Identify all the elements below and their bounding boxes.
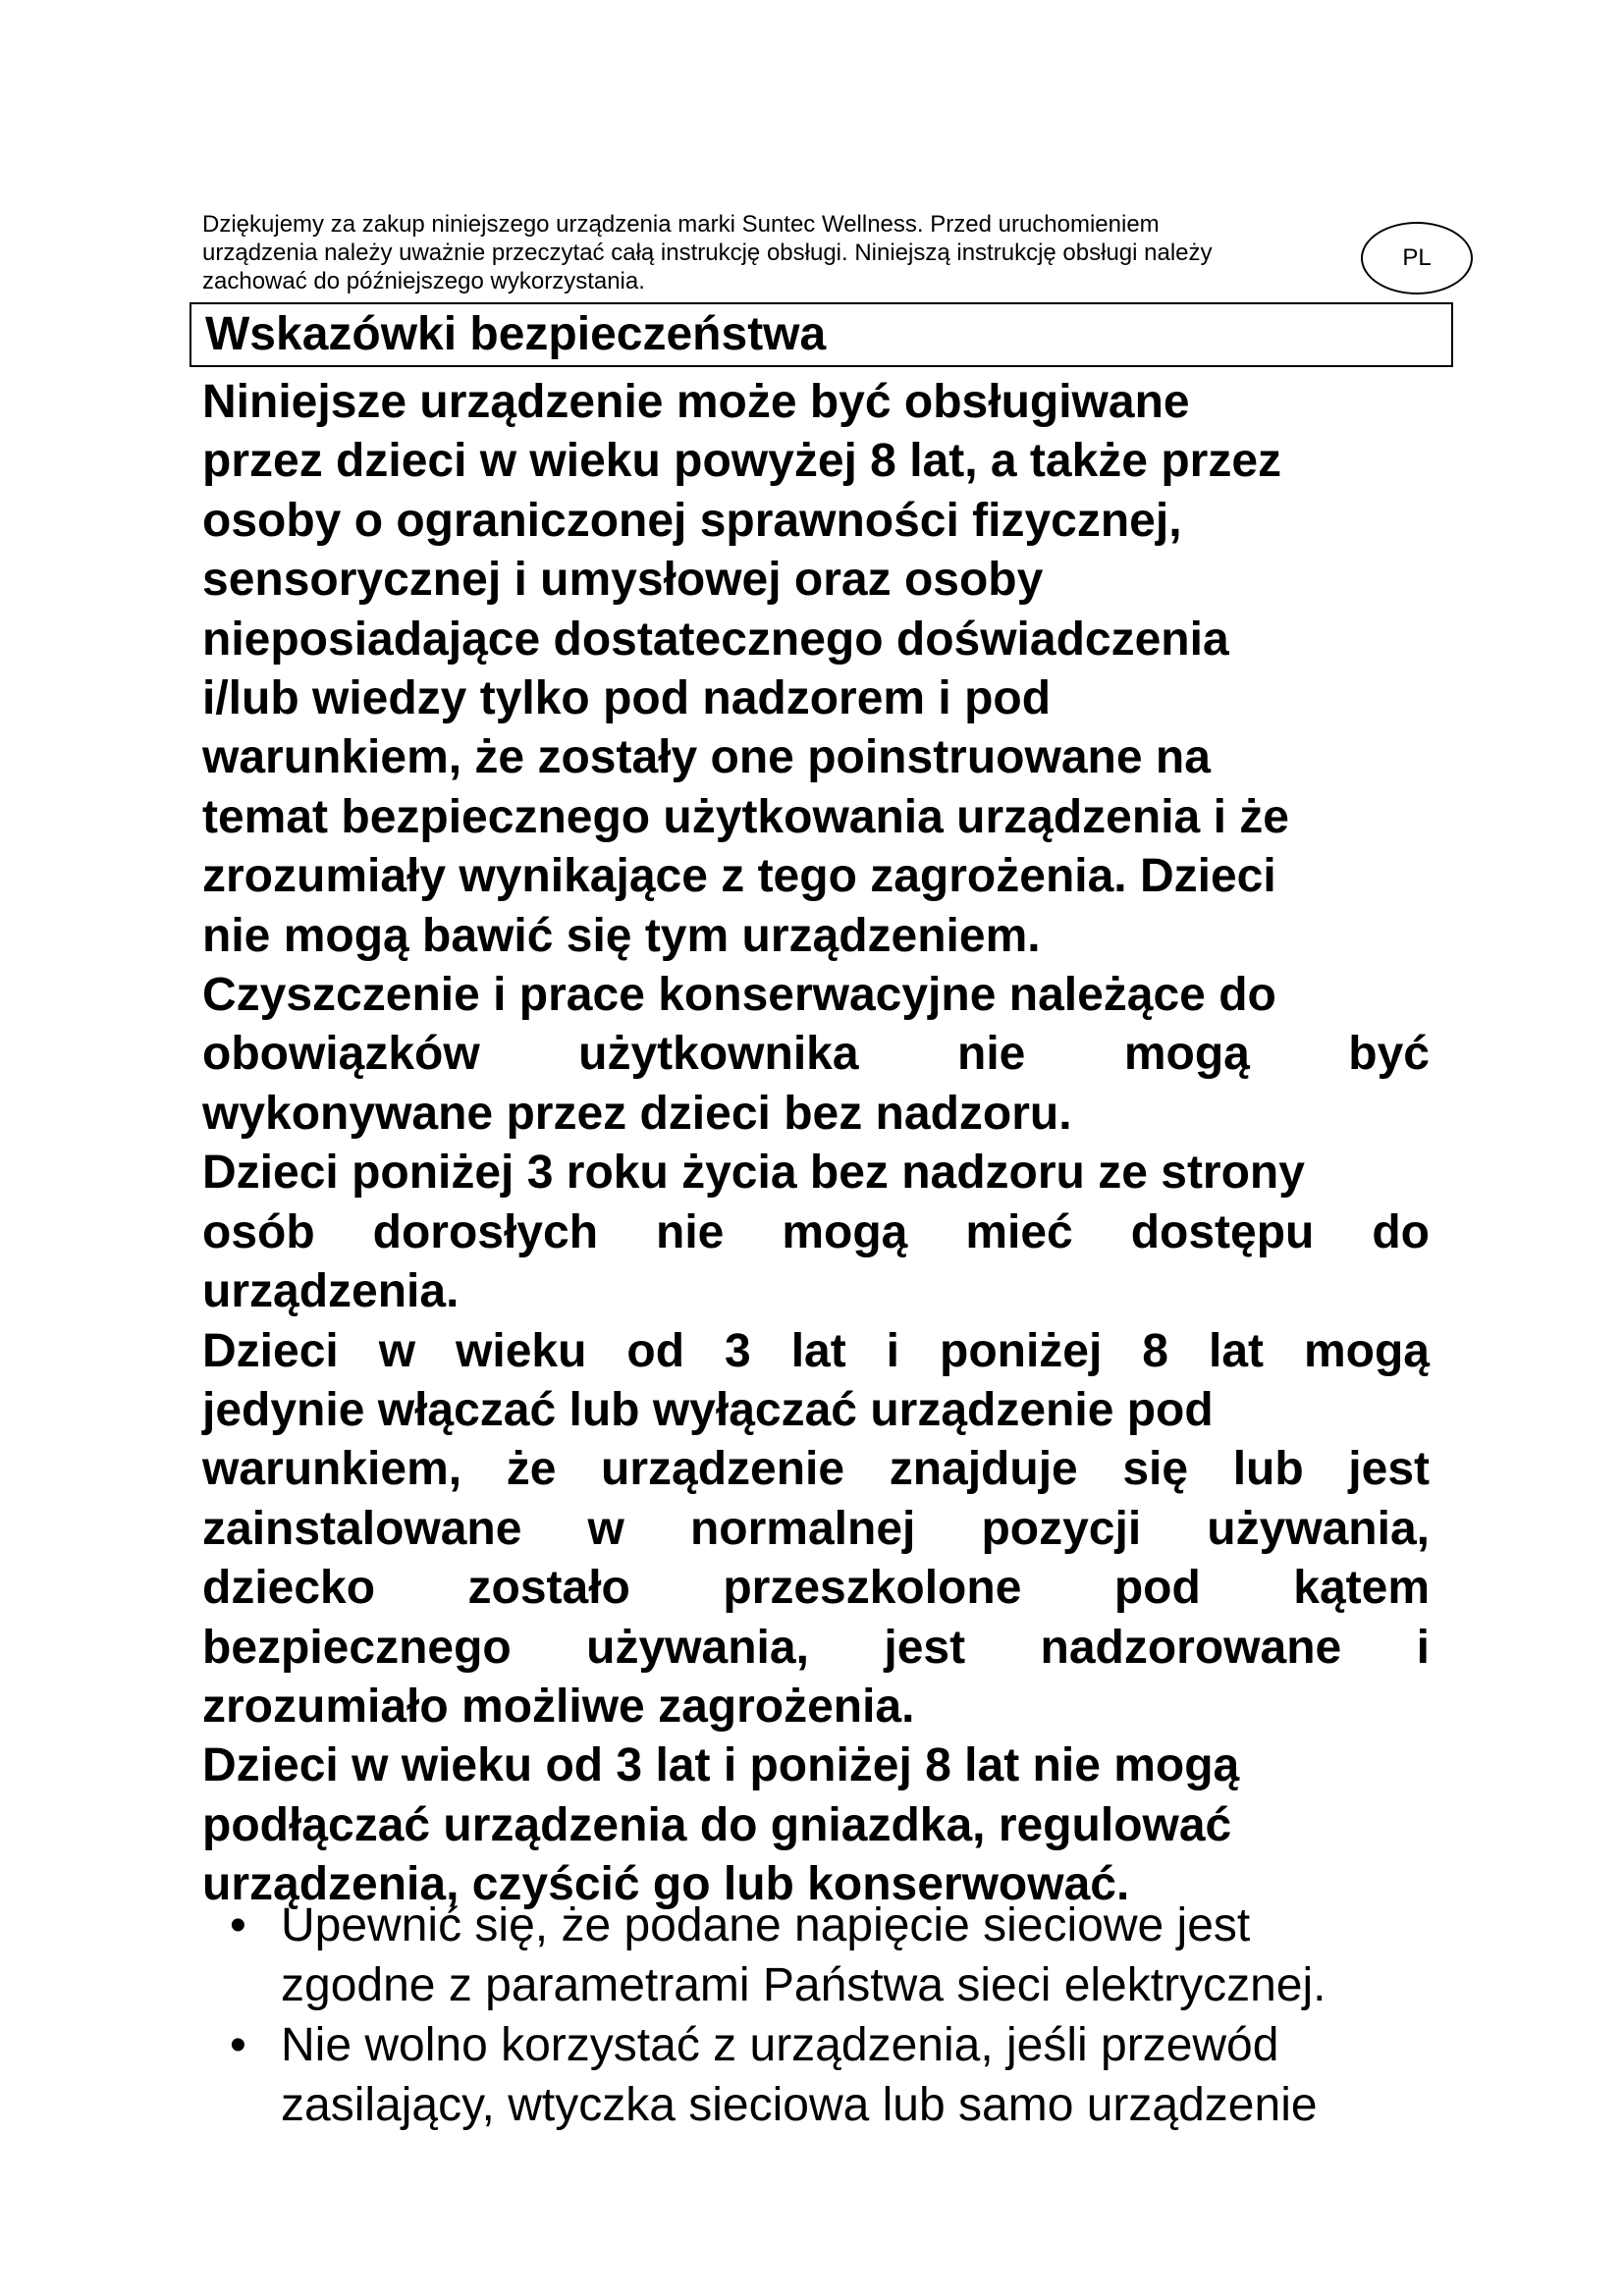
warning-line: osoby o ograniczonej sprawności fizycznej, (202, 494, 1182, 547)
list-item (226, 1896, 1453, 2015)
list-item (226, 2015, 1453, 2135)
intro-text (202, 210, 1331, 295)
safety-bullet-list (226, 1896, 1453, 2135)
warning-line: Czyszczenie i prace konserwacyjne należące do (202, 969, 1276, 1022)
warning-line: wykonywane przez dzieci bez nadzoru. (202, 1087, 1072, 1140)
intro-line: urządzenia należy uważnie przeczytać całą instrukcję obsługi. Niniejszą instrukcję obsługi należy (202, 240, 1213, 266)
warning-line: warunkiem, że zostały one poinstruowane na (202, 731, 1211, 784)
language-badge: PL (1361, 222, 1473, 294)
warning-line: przez dzieci w wieku powyżej 8 lat, a także przez (202, 435, 1282, 488)
warning-line: nie mogą bawić się tym urządzeniem. (202, 909, 1041, 962)
warning-line: urządzenia. (202, 1265, 460, 1318)
warning-line: Dzieci w wieku od 3 lat i poniżej 8 lat mogą (202, 1324, 1430, 1377)
warning-line: podłączać urządzenia do gniazdka, regulować (202, 1798, 1232, 1851)
warning-line: Dzieci w wieku od 3 lat i poniżej 8 lat nie mogą (202, 1739, 1240, 1792)
warning-line: warunkiem, że urządzenie znajduje się lub jest (202, 1443, 1430, 1496)
bullet-line: • Upewnić się, że podane napięcie sieciowe jest (281, 1899, 1251, 1951)
section-title: Wskazówki bezpieczeństwa (189, 302, 1453, 367)
warning-line: Dzieci poniżej 3 roku życia bez nadzoru ze strony (202, 1147, 1305, 1200)
bullet-line: • Nie wolno korzystać z urządzenia, jeśli przewód (281, 2019, 1279, 2071)
intro-line: Dziękujemy za zakup niniejszego urządzenia marki Suntec Wellness. Przed uruchomieniem (202, 211, 1160, 238)
warning-line: zrozumiało możliwe zagrożenia. (202, 1680, 915, 1733)
warning-line: osób dorosłych nie mogą mieć dostępu do (202, 1205, 1430, 1258)
warning-line: i/lub wiedzy tylko pod nadzorem i pod (202, 672, 1052, 725)
warning-line: obowiązków użytkownika nie mogą być (202, 1028, 1430, 1081)
warning-line: zainstalowane w normalnej pozycji używania, (202, 1502, 1430, 1555)
warning-line: bezpiecznego używania, jest nadzorowane i (202, 1621, 1430, 1674)
warning-line: Niniejsze urządzenie może być obsługiwane (202, 376, 1190, 428)
intro-line: zachować do późniejszego wykorzystania. (202, 268, 645, 294)
warning-line: urządzenia, czyścić go lub konserwować. (202, 1858, 1130, 1911)
warning-line: dziecko zostało przeszkolone pod kątem (202, 1562, 1430, 1615)
bullet-line: zgodne z parametrami Państwa sieci elektrycznej. (281, 1959, 1326, 2011)
bullet-line: zasilający, wtyczka sieciowa lub samo urządzenie (281, 2079, 1318, 2131)
warning-line: nieposiadające dostatecznego doświadczenia (202, 613, 1229, 666)
safety-warning-text (202, 373, 1469, 1915)
warning-line: temat bezpiecznego użytkowania urządzenia i że (202, 790, 1289, 843)
warning-line: zrozumiały wynikające z tego zagrożenia. Dzieci (202, 850, 1276, 903)
warning-line: sensorycznej i umysłowej oraz osoby (202, 554, 1044, 607)
warning-line: jedynie włączać lub wyłączać urządzenie pod (202, 1383, 1214, 1436)
